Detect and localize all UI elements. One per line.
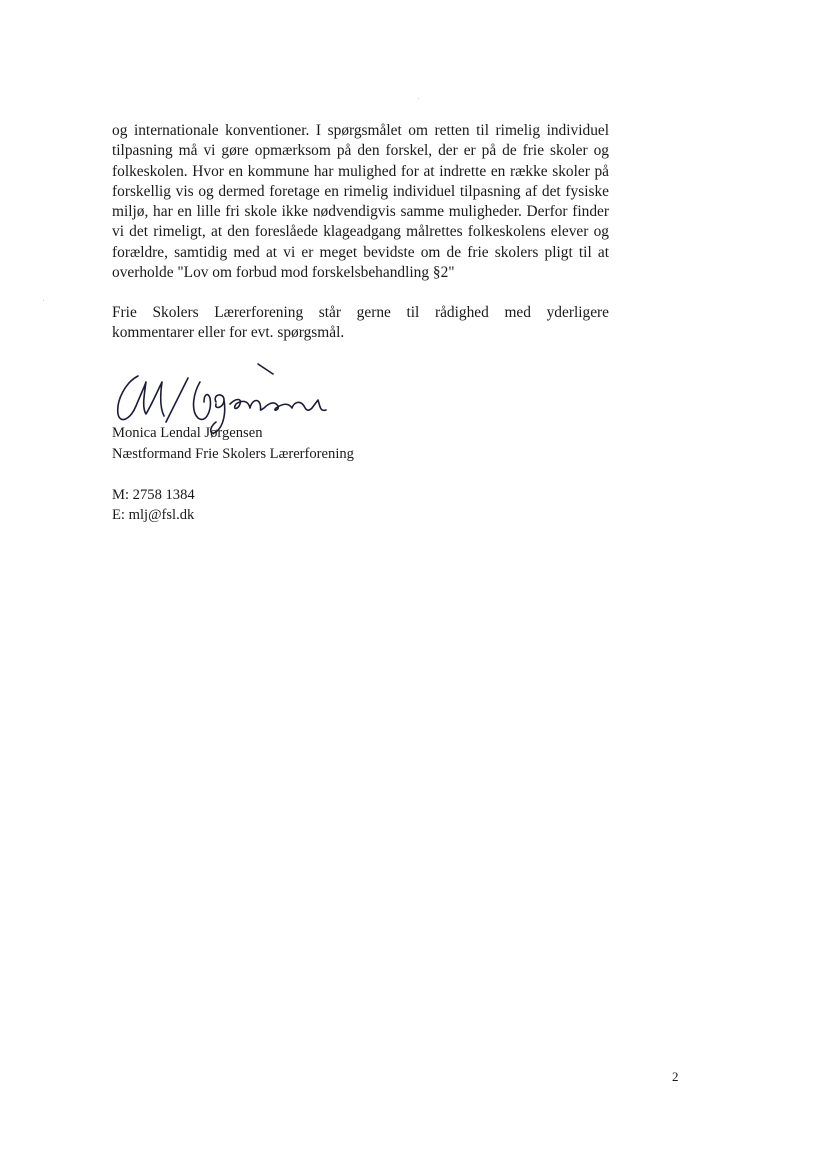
sender-block [112, 423, 354, 465]
closing-paragraph [112, 303, 609, 344]
sender-email: E: mlj@fsl.dk [112, 507, 195, 523]
sender-name: Monica Lendal Jørgensen [112, 425, 263, 441]
sender-phone: M: 2758 1384 [112, 487, 195, 503]
closing-paragraph-line-2: kommentarer eller for evt. spørgsmål. [112, 324, 345, 342]
scan-speck [418, 98, 419, 99]
page-number: 2 [672, 1069, 679, 1084]
closing-paragraph-line-1: Frie Skolers Lærerforening står gerne til rådighed med yderligere [112, 304, 609, 321]
sender-title: Næstformand Frie Skolers Lærerforening [112, 446, 354, 462]
scan-speck [43, 300, 44, 301]
body-paragraph: og internationale konventioner. I spørgsmålet om retten til rimelig individuel tilpasning må vi gøre opmærksom på den forskel, der er på de frie skoler og folkeskolen. Hvor en kommune har mulighed for at indrette en række skoler på forskellig vis og dermed foretage en rimelig individuel tilpasning af det fysiske miljø, har en lille fri skole ikke nødvendigvis samme muligheder. Derfor finder vi det rimeligt, at den foreslåede klageadgang målrettes folkeskolens elever og forældre, samtidig med at vi er meget bevidste om de frie skolers pligt til at overholde "Lov om forbud mod forskelsbehandling §2" [112, 122, 609, 282]
contact-block [112, 485, 195, 525]
